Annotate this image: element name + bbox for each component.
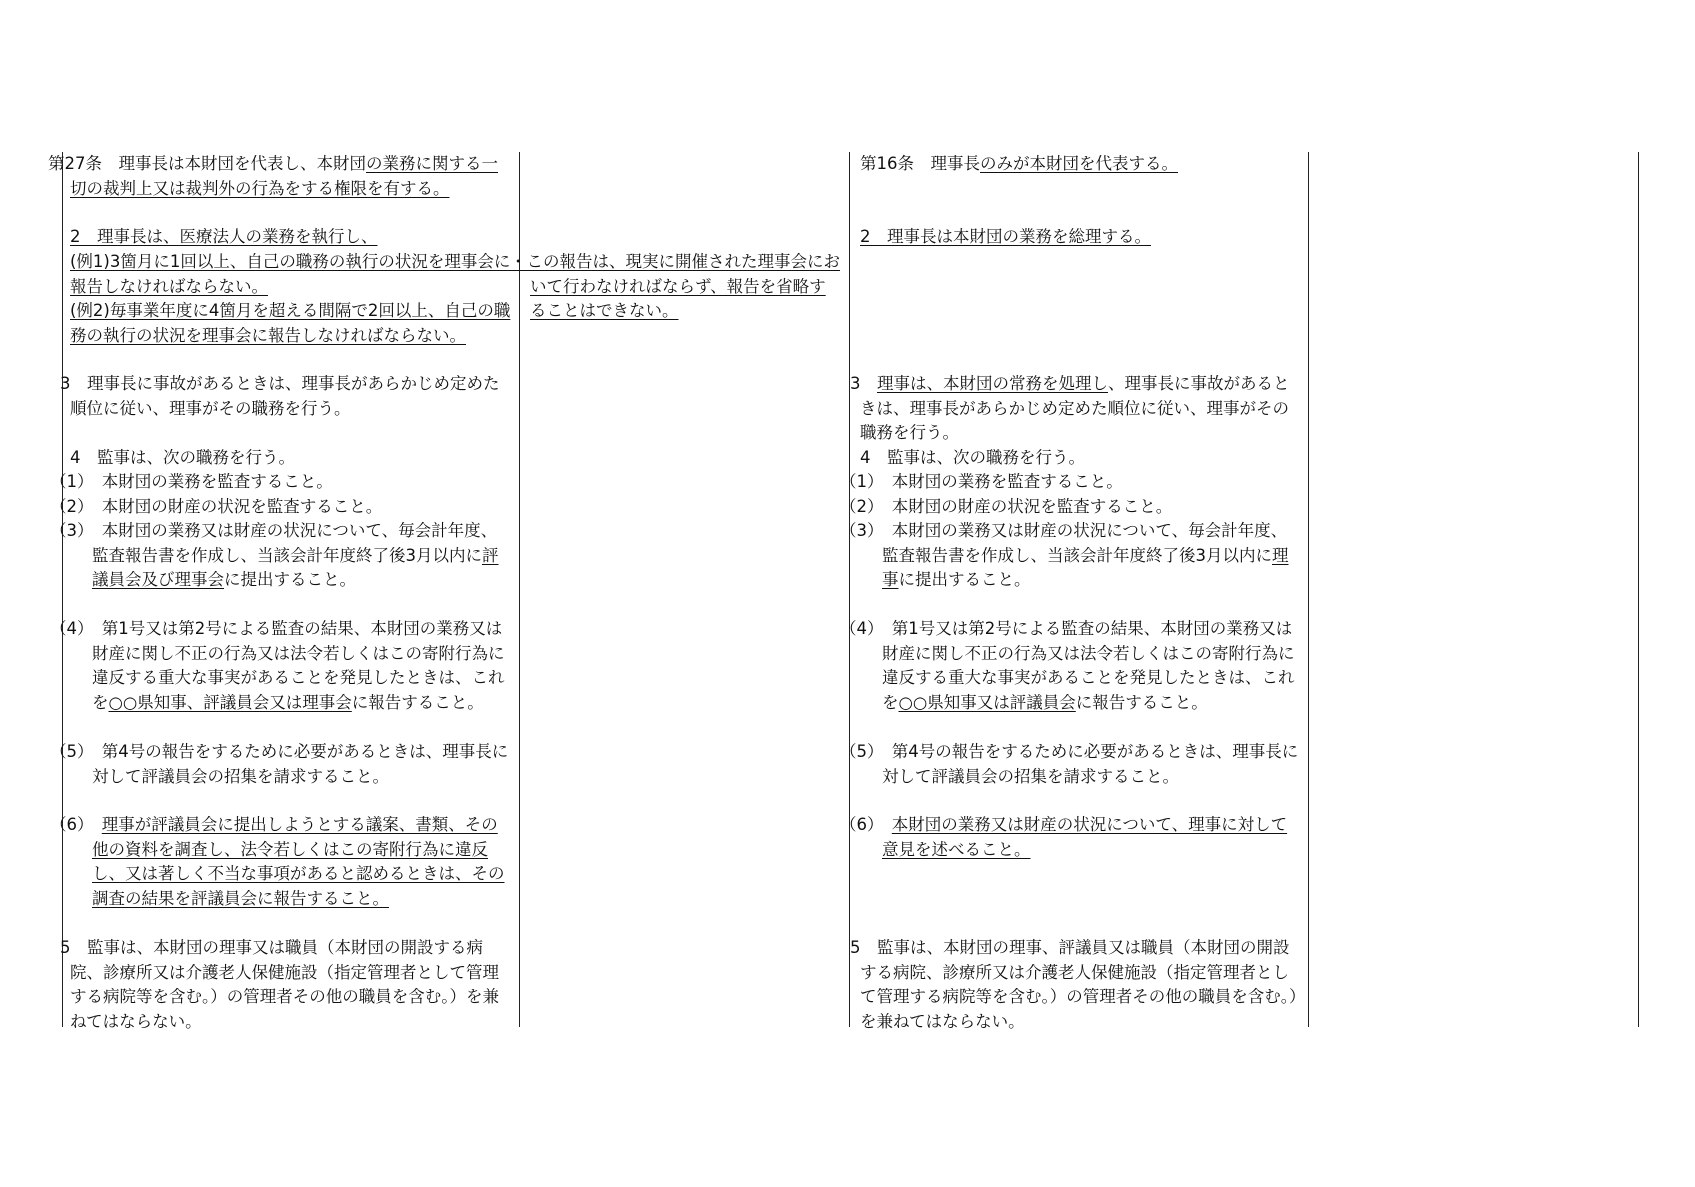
list-item: （2） 本財団の財産の状況を監査すること。	[840, 497, 1173, 516]
list-item: （6） 理事が評議員会に提出しようとする議案、書類、その他の資料を調査し、法令若しくはこの寄附行為に違反し、又は著しく不当な事項があると認めるときは、その調査の結果を評議員会に報告すること。	[50, 815, 505, 908]
list-item: （5） 第4号の報告をするために必要があるときは、理事長に対して評議員会の招集を請求すること。	[840, 742, 1299, 786]
article-27-para-2: 2 理事長は、医療法人の業務を執行し、	[70, 227, 378, 246]
article-27-para-2-example-2: (例2)毎事業年度に4箇月を超える間隔で2回以上、自己の職務の執行の状況を理事会に報告しなければならない。	[70, 301, 511, 345]
article-16-para-4: 4 監事は、次の職務を行う。	[860, 448, 1085, 467]
article-16-para-3: 3 理事は、本財団の常務を処理し、理事長に事故があるときは、理事長があらかじめ定めた順位に従い、理事がその職務を行う。	[850, 374, 1290, 442]
list-item: （3） 本財団の業務又は財産の状況について、毎会計年度、監査報告書を作成し、当該会計年度終了後3月以内に理事に提出すること。	[840, 521, 1289, 589]
article-27-para-1: 第27条 理事長は本財団を代表し、本財団の業務に関する一切の裁判上又は裁判外の行為をする権限を有する。	[48, 154, 498, 198]
list-item: （3） 本財団の業務又は財産の状況について、毎会計年度、監査報告書を作成し、当該会計年度終了後3月以内に評議員会及び理事会に提出すること。	[50, 521, 499, 589]
article-27-para-4: 4 監事は、次の職務を行う。	[70, 448, 295, 467]
list-item: （5） 第4号の報告をするために必要があるときは、理事長に対して評議員会の招集を請求すること。	[50, 742, 509, 786]
list-item: （4） 第1号又は第2号による監査の結果、本財団の業務又は財産に関し不正の行為又は法令若しくはこの寄附行為に違反する重大な事実があることを発見したときは、これを○○県知事、評議員会又は理事会に報告すること。	[50, 619, 505, 712]
article-27-para-5: 5 監事は、本財団の理事又は職員（本財団の開設する病院、診療所又は介護老人保健施設（指定管理者として管理する病院等を含む。）の管理者その他の職員を含む。）を兼ねてはならない。	[60, 938, 499, 1031]
list-item: （1） 本財団の業務を監査すること。	[50, 472, 333, 491]
table-divider-2	[849, 152, 850, 1027]
list-item: （6） 本財団の業務又は財産の状況について、理事に対して意見を述べること。	[840, 815, 1288, 859]
note-report: ・この報告は、現実に開催された理事会において行わなければならず、報告を省略することはできない。	[510, 252, 840, 320]
article-16-para-1: 第16条 理事長のみが本財団を代表する。	[860, 154, 1178, 173]
list-item: （4） 第1号又は第2号による監査の結果、本財団の業務又は財産に関し不正の行為又は法令若しくはこの寄附行為に違反する重大な事実があることを発見したときは、これを○○県知事又は評議員会に報告すること。	[840, 619, 1295, 712]
article-16-para-5: 5 監事は、本財団の理事、評議員又は職員（本財団の開設する病院、診療所又は介護老人保健施設（指定管理者として管理する病院等を含む。）の管理者その他の職員を含む。）を兼ねてはならない。	[850, 938, 1298, 1031]
table-border-right	[1638, 152, 1639, 1027]
list-item: （2） 本財団の財産の状況を監査すること。	[50, 497, 383, 516]
article-27-para-2-example-1: (例1)3箇月に1回以上、自己の職務の執行の状況を理事会に報告しなければならない。	[70, 252, 511, 296]
table-border-left	[62, 152, 63, 1027]
table-divider-1	[519, 152, 520, 1027]
article-16-para-2: 2 理事長は本財団の業務を総理する。	[860, 227, 1151, 246]
table-divider-3	[1308, 152, 1309, 1027]
article-27-para-3: 3 理事長に事故があるときは、理事長があらかじめ定めた順位に従い、理事がその職務を行う。	[60, 374, 500, 418]
list-item: （1） 本財団の業務を監査すること。	[840, 472, 1123, 491]
